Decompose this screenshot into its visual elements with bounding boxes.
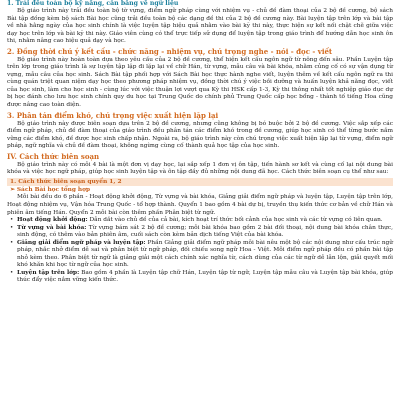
section-heading-iv: IV. Cách thức biên soạn	[7, 151, 100, 161]
paragraph-1: Bộ giáo trình này trải đều toàn bộ tờ vựng, điểm ngữ pháp cùng với nhiệm vụ - chủ đề đàm thoại của 2 bộ đề cương, bộ sách Bài tập đồng kèm bộ sách Bài học cũng trải đều toàn bộ các dạng đề thi của 2 bộ đề cương này. Bài luyện tập trên lớp và bài tập về nhà hằng ngày của học sinh chính là việc luyện tập hiệu quả nhằm vào bài kỹ thi này, thực hiện sự kết nối chặt chẽ giữa việc dạy học trên lớp và bài kỹ thi này. Giáo viên cùng có thể trực tiếp sử dụng để luyện tập trong giáo trình để hướng dẫn học sinh ôn thi, nhằm nâng cao hiệu quả dạy và học.	[7, 8, 393, 45]
list-item-text: Dẫn dắt vào chủ đề của cả bài, kích hoạt trí thức bối cảnh của học sinh và các từ vựng có liên quan.	[87, 217, 383, 224]
section-heading-2: 2. Đồng thời chú ý kết cấu - chức năng - nhiệm vụ, chú trọng nghe - nói - đọc - viết	[7, 46, 333, 56]
bullet-icon: •	[10, 239, 14, 246]
sub-heading: ➢ Sách Bài học tổng hợp	[10, 186, 91, 193]
section-heading-1: 1. Trải đều toàn bộ kỹ năng, cân bằng về ngữ liệu	[7, 0, 179, 7]
bullet-icon: •	[10, 224, 14, 231]
item-list	[7, 217, 393, 285]
list-item-text: Từ vựng bám sát 2 bộ đề cương; mỗi bài khóa bao gồm 2 bài đối thoại, nội dung bài khóa chân thực, sinh động, có thêm vào bản phiên âm, cuối sách còn kèm bản dịch tiếng Việt của bài khóa.	[17, 224, 393, 239]
list-item-term: Luyện tập trên lớp:	[17, 269, 80, 276]
list-item-text: Phần Giảng giải điểm ngữ pháp mỗi bài nêu một bộ các nội dung như cấu trúc ngữ pháp, nhắc nhở điểm dễ sai và phân biệt từ ngữ pháp, đối chiếu song ngữ Hoa - Việt. Mỗi điểm ngữ pháp đều có phần bài tập nhỏ kèm theo. Phân biệt từ ngữ là giảng giải một cách chính xác nghĩa từ, cách dùng của các từ ngữ dễ lẫn lộn, giải quyết mối khó khăn khi học từ ngữ của học sinh.	[17, 239, 393, 269]
list-item-term: Giảng giải điểm ngữ pháp và luyện tập:	[17, 239, 146, 246]
list-item	[7, 270, 393, 285]
paragraph-4: Bộ giáo trình này có mỗi 4 bài là một đơn vị dạy học, lại sắp xếp 1 đơn vị ôn tập, tiến hành sơ kết và cùng cố lại nội dung bài khóa và việc học ngữ pháp, giúp học sinh luyện tập và ôn tập đầy đủ những nội dung đã học. Cách thức biên soạn cụ thể như sau:	[7, 161, 393, 176]
paragraph-5: Mỗi bài đều do 6 phần - Hoạt động khởi động, Từ vựng và bài khóa, Giảng giải điểm ngữ pháp và luyện tập, Luyện tập trên lớp, Hoạt động nhiệm vụ, Vận hóa Trung Quốc - tổ hợp thành. Quyển 1 bao gồm 4 bài dự bị, truyền thụ kiến thức cơ bản về chữ Hán và phiên âm tiếng Hán. Quyển 2 mỗi bài còn thêm phần Phân biệt từ ngữ.	[7, 194, 393, 216]
bullet-icon: •	[10, 217, 14, 224]
paragraph-2: Bộ giáo trình này hoàn toàn dựa theo yêu cầu của 2 bộ đề cương, thể hiện kết cấu ngôn ngữ từ nông đến sâu. Phần Luyện tập trên lớp trong giáo trình là sự luyện tập lặp đi lặp lại về chữ Hán, từ vựng, mẫu câu và bài khóa, nhằm củng cố có sự vận dụng từ vựng, mẫu câu của học sinh. Sách Bài tập phối hợp với Sách Bài học thực hành nghe viết, luyện thêm về kết cấu ngôn ngữ ra thi cùng quán triệt quan niệm dạy học theo phương pháp nhiệm vụ, đồng thời chú ý việc bồi dưỡng và huấn luyện khả năng đọc, viết của học sinh, làm cho học sinh - cùng lúc với việc thuận lợi vượt qua Kỳ thi HSK cấp 1-3, Kỳ thi thông nhất tốt nghiệp giáo dục dự bị học đánh cho lưu học sinh chính quy du học tại Trung Quốc do chính phủ Trung Quốc cấp học bổng - thành tố tiếng Hoa cũng được nâng cao toàn diện.	[7, 56, 393, 109]
subsection-bar: 1. Cách thức biên soạn quyển 1, 2	[7, 178, 393, 186]
list-item-text: Bao gồm 4 phần là Luyện tập chữ Hán, Luyện tập từ ngữ, Luyện tập mẫu câu và Luyện tập bài khóa, giúp thúc đẩy việc nắm vững kiến thức.	[17, 269, 394, 284]
list-item	[7, 217, 393, 225]
section-heading-3: 3. Phân tán điểm khó, chú trọng việc xuất hiện lặp lại	[7, 110, 219, 120]
bullet-icon: •	[10, 269, 14, 276]
list-item-term: Hoạt động khởi động:	[17, 217, 88, 224]
list-item-term: Từ vựng và bài khóa:	[17, 224, 87, 231]
list-item	[7, 240, 393, 270]
list-item	[7, 225, 393, 240]
paragraph-3: Bộ giáo trình này được biên soạn dựa trên 2 bộ đề cương, nhưng cũng không bị bó buộc bởi 2 bộ đề cương. Việc sắp xếp các điểm ngữ pháp, chủ đề đàm thoại của giáo trình đều phân tán các điểm khó trong đề cương, giúp học sinh có thể từng bước nắm vững các điểm khó, đề được học sinh chấp nhận. Ngoài ra, bộ giáo trình này còn chú trọng việc xuất hiện lặp lại từ vựng, điểm ngữ pháp, ngữ nghĩa và chủ đề đàm thoại, không ngừng cùng cố thành quả học tập của học sinh.	[7, 120, 393, 150]
